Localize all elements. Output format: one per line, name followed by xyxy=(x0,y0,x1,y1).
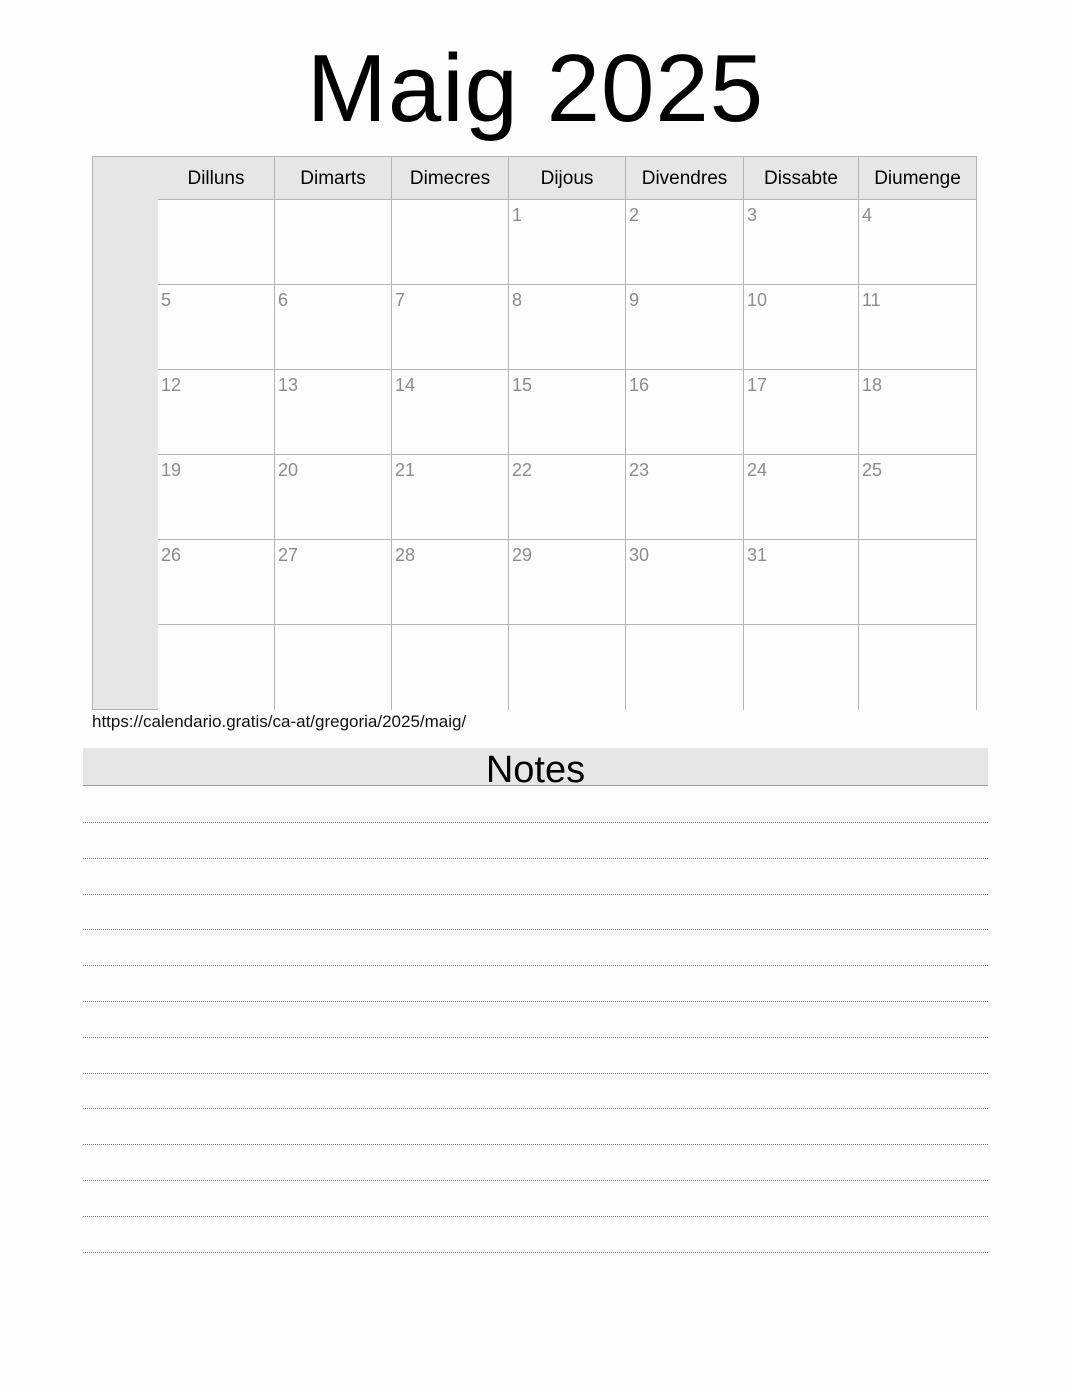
weekday-header: Divendres xyxy=(626,157,744,200)
note-line xyxy=(83,1001,988,1002)
day-number: 13 xyxy=(278,375,299,395)
day-number: 2 xyxy=(629,205,640,225)
day-number: 14 xyxy=(395,375,416,395)
day-cell xyxy=(626,200,744,285)
note-line xyxy=(83,858,988,859)
day-cell xyxy=(158,540,275,625)
day-number: 20 xyxy=(278,460,299,480)
day-cell xyxy=(509,625,626,710)
day-cell xyxy=(509,370,626,455)
day-number: 18 xyxy=(862,375,883,395)
day-cell xyxy=(626,540,744,625)
day-cell xyxy=(859,625,976,710)
day-cell xyxy=(275,455,392,540)
day-cell xyxy=(859,455,976,540)
day-cell xyxy=(392,200,509,285)
day-cell xyxy=(158,370,275,455)
day-number: 9 xyxy=(629,290,640,310)
day-cell xyxy=(744,625,859,710)
note-line xyxy=(83,894,988,895)
calendar-grid xyxy=(92,156,977,710)
day-number: 16 xyxy=(629,375,650,395)
day-cell xyxy=(509,200,626,285)
day-number: 24 xyxy=(747,460,768,480)
day-cell xyxy=(392,540,509,625)
source-url: https://calendario.gratis/ca-at/gregoria/2025/maig/ xyxy=(92,712,467,731)
day-cell xyxy=(626,370,744,455)
day-cell xyxy=(744,540,859,625)
day-cell xyxy=(626,285,744,370)
day-cell xyxy=(275,540,392,625)
day-cell xyxy=(158,625,275,710)
day-cell xyxy=(392,625,509,710)
note-line xyxy=(83,965,988,966)
day-cell xyxy=(744,200,859,285)
day-number: 28 xyxy=(395,545,416,565)
day-number: 10 xyxy=(747,290,768,310)
notes-heading: Notes xyxy=(83,748,988,786)
weekday-header: Diumenge xyxy=(859,157,976,200)
day-number: 22 xyxy=(512,460,533,480)
day-number: 12 xyxy=(161,375,182,395)
day-number: 25 xyxy=(862,460,883,480)
week-number-column xyxy=(93,157,159,709)
day-number: 3 xyxy=(747,205,758,225)
day-cell xyxy=(859,540,976,625)
day-number: 29 xyxy=(512,545,533,565)
day-cell xyxy=(626,455,744,540)
day-cell xyxy=(392,455,509,540)
day-number: 15 xyxy=(512,375,533,395)
day-cell xyxy=(275,200,392,285)
day-number: 11 xyxy=(862,290,881,310)
weekday-header: Dissabte xyxy=(744,157,859,200)
day-number: 21 xyxy=(395,460,416,480)
note-line xyxy=(83,822,988,823)
day-cell xyxy=(626,625,744,710)
day-number: 30 xyxy=(629,545,650,565)
day-cell xyxy=(158,200,275,285)
day-cell xyxy=(158,285,275,370)
day-cell xyxy=(392,285,509,370)
weekday-header: Dimarts xyxy=(275,157,392,200)
note-line xyxy=(83,1180,988,1181)
day-cell xyxy=(744,455,859,540)
calendar-days xyxy=(158,157,976,709)
day-cell xyxy=(275,625,392,710)
day-cell xyxy=(275,285,392,370)
day-cell xyxy=(158,455,275,540)
day-cell xyxy=(392,370,509,455)
day-number: 8 xyxy=(512,290,523,310)
day-cell xyxy=(509,540,626,625)
day-cell xyxy=(275,370,392,455)
day-number: 31 xyxy=(747,545,768,565)
note-line xyxy=(83,1073,988,1074)
weekday-header: Dilluns xyxy=(158,157,275,200)
day-number: 5 xyxy=(161,290,172,310)
note-line xyxy=(83,1108,988,1109)
page-title: Maig 2025 xyxy=(306,35,765,142)
day-cell xyxy=(859,285,976,370)
day-number: 6 xyxy=(278,290,289,310)
day-cell xyxy=(859,200,976,285)
day-cell xyxy=(744,285,859,370)
day-number: 19 xyxy=(161,460,182,480)
day-number: 23 xyxy=(629,460,650,480)
weekday-header: Dijous xyxy=(509,157,626,200)
note-line xyxy=(83,929,988,930)
note-line xyxy=(83,1252,988,1253)
note-line xyxy=(83,1216,988,1217)
day-number: 4 xyxy=(862,205,873,225)
day-cell xyxy=(859,370,976,455)
day-number: 1 xyxy=(512,205,523,225)
day-number: 26 xyxy=(161,545,182,565)
day-cell xyxy=(509,455,626,540)
note-line xyxy=(83,1144,988,1145)
day-number: 27 xyxy=(278,545,299,565)
day-number: 17 xyxy=(747,375,768,395)
day-cell xyxy=(744,370,859,455)
note-line xyxy=(83,1037,988,1038)
day-number: 7 xyxy=(395,290,406,310)
weekday-header: Dimecres xyxy=(392,157,509,200)
day-cell xyxy=(509,285,626,370)
